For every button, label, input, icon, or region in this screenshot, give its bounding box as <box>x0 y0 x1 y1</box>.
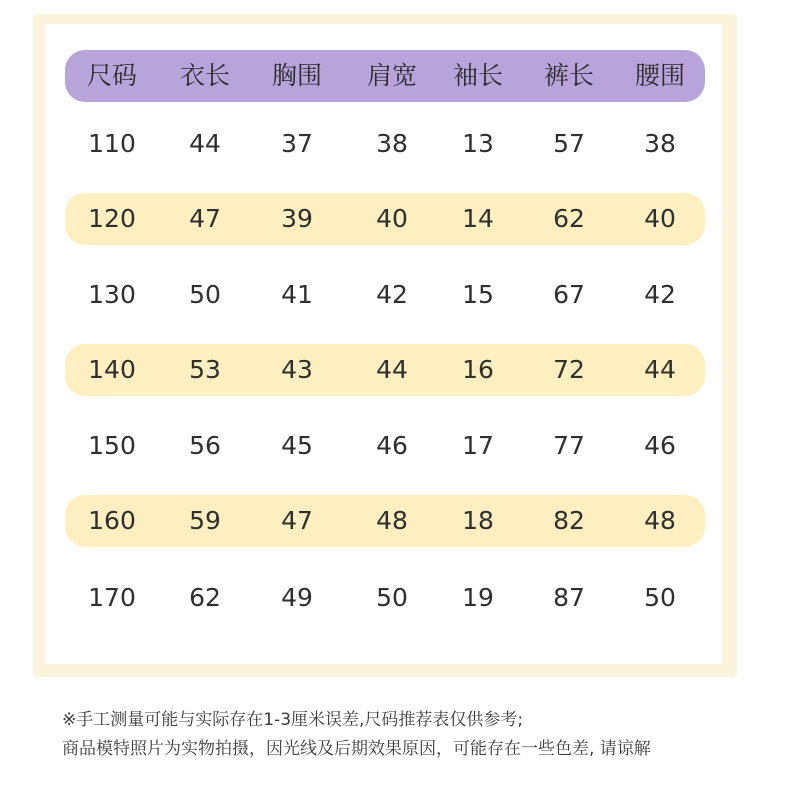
header-cell: 裤长 <box>543 61 594 90</box>
table-cell: 42 <box>376 280 408 309</box>
table-cell: 42 <box>644 280 676 309</box>
table-cell: 45 <box>281 431 313 460</box>
table-row <box>65 344 705 396</box>
table-cell: 13 <box>462 129 494 158</box>
table-header-row <box>65 50 705 102</box>
header-cell: 腰围 <box>634 61 685 90</box>
table-cell: 39 <box>281 204 313 233</box>
table-cell: 44 <box>376 355 408 384</box>
table-cell: 170 <box>88 583 136 612</box>
table-cell: 38 <box>376 129 408 158</box>
table-cell: 150 <box>88 431 136 460</box>
table-cell: 43 <box>281 355 313 384</box>
table-cell: 62 <box>189 583 221 612</box>
table-cell: 44 <box>644 355 676 384</box>
table-cell: 62 <box>553 204 585 233</box>
table-cell: 46 <box>644 431 676 460</box>
table-cell: 72 <box>553 355 585 384</box>
table-cell: 82 <box>553 506 585 535</box>
table-cell: 120 <box>88 204 136 233</box>
table-row <box>65 269 705 321</box>
table-cell: 15 <box>462 280 494 309</box>
table-cell: 87 <box>553 583 585 612</box>
table-cell: 53 <box>189 355 221 384</box>
table-cell: 48 <box>644 506 676 535</box>
table-cell: 50 <box>376 583 408 612</box>
header-cell: 袖长 <box>452 61 503 90</box>
table-cell: 46 <box>376 431 408 460</box>
table-cell: 160 <box>88 506 136 535</box>
table-cell: 44 <box>189 129 221 158</box>
table-cell: 130 <box>88 280 136 309</box>
table-cell: 16 <box>462 355 494 384</box>
table-cell: 40 <box>644 204 676 233</box>
table-cell: 18 <box>462 506 494 535</box>
table-cell: 50 <box>644 583 676 612</box>
table-cell: 50 <box>189 280 221 309</box>
table-cell: 110 <box>88 129 136 158</box>
table-cell: 140 <box>88 355 136 384</box>
table-cell: 41 <box>281 280 313 309</box>
table-cell: 40 <box>376 204 408 233</box>
header-cell: 肩宽 <box>366 61 417 90</box>
table-cell: 49 <box>281 583 313 612</box>
table-cell: 59 <box>189 506 221 535</box>
header-cell: 胸围 <box>271 61 322 90</box>
table-row <box>65 420 705 472</box>
table-cell: 17 <box>462 431 494 460</box>
table-cell: 47 <box>281 506 313 535</box>
table-row <box>65 572 705 624</box>
table-row <box>65 495 705 547</box>
notes <box>62 706 762 764</box>
table-cell: 48 <box>376 506 408 535</box>
table-cell: 14 <box>462 204 494 233</box>
header-cell: 尺码 <box>86 61 137 90</box>
note-line-1: ※手工测量可能与实际存在1-3厘米误差,尺码推荐表仅供参考; <box>62 710 524 730</box>
table-cell: 47 <box>189 204 221 233</box>
table-row <box>65 193 705 245</box>
table-cell: 37 <box>281 129 313 158</box>
note-line-2: 商品模特照片为实物拍摄，因光线及后期效果原因，可能存在一些色差, 请谅解 <box>62 739 651 759</box>
table-row <box>65 118 705 170</box>
table-cell: 38 <box>644 129 676 158</box>
table-cell: 19 <box>462 583 494 612</box>
table-cell: 56 <box>189 431 221 460</box>
table-cell: 67 <box>553 280 585 309</box>
header-cell: 衣长 <box>179 61 230 90</box>
table-cell: 77 <box>553 431 585 460</box>
table-cell: 57 <box>553 129 585 158</box>
